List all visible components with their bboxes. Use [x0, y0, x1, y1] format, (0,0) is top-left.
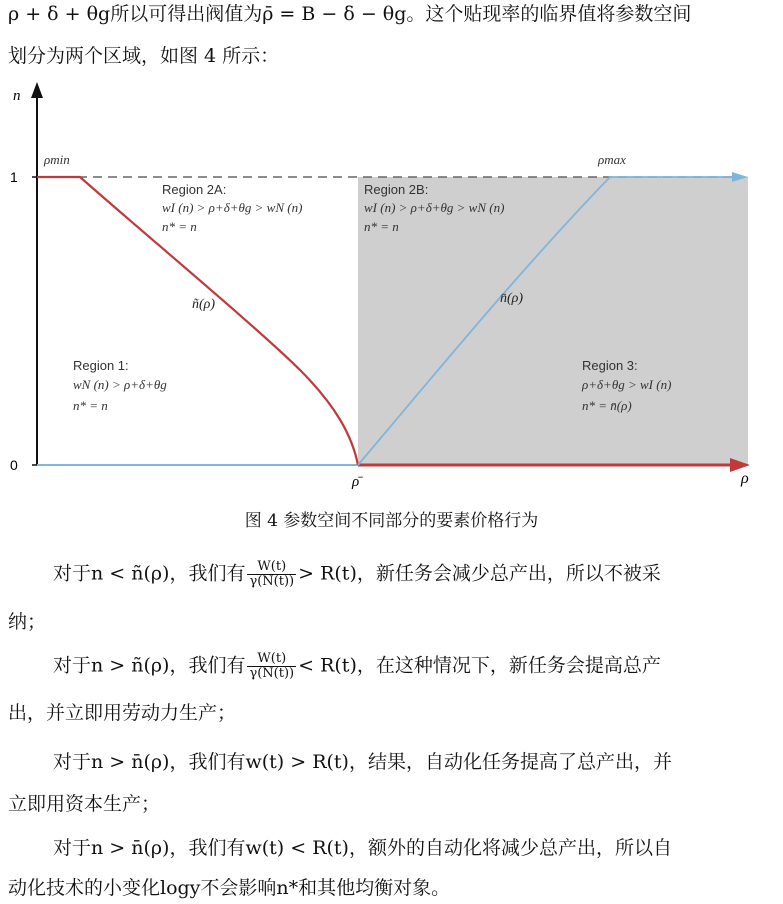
shaded-region	[358, 177, 748, 465]
n-tilde-label: ñ(ρ)	[192, 297, 216, 312]
paragraph-1-fraction	[247, 560, 296, 589]
paragraph-2-continuation: 出，并立即用劳动力生产；	[8, 702, 237, 724]
tick-0-label: 0	[10, 457, 18, 473]
region-3-condition: ρ+δ+θg > wI (n)	[582, 377, 672, 392]
paragraph-2-line	[53, 652, 773, 681]
paragraph-3-continuation: 立即用资本生产；	[8, 793, 161, 815]
intro-line-2: 划分为两个区域，如图 4 所示：	[8, 45, 280, 67]
y-axis-arrowhead	[31, 82, 43, 98]
region-2a-result: n* = n	[162, 219, 197, 234]
fraction-numerator: W(t)	[247, 560, 296, 575]
rho-bar-tick-label: ρ̄	[352, 474, 360, 490]
paragraph-1-prefix: 对于n < ñ(ρ)，我们有	[53, 562, 246, 585]
paragraph-1-line	[53, 560, 773, 589]
tick-1-label: 1	[10, 169, 18, 185]
region-1-result: n* = n	[73, 398, 108, 413]
region-2b-condition: wI (n) > ρ+δ+θg > wN (n)	[364, 200, 505, 215]
paragraph-1-continuation: 纳；	[8, 611, 47, 633]
paragraph-2-fraction	[247, 652, 296, 681]
figure-caption: 图 4 参数空间不同部分的要素价格行为	[244, 511, 539, 531]
paragraph-2-suffix: < R(t)，在这种情况下，新任务会提高总产	[298, 654, 661, 677]
paragraph-1-suffix: > R(t)，新任务会减少总产出，所以不被采	[298, 562, 661, 585]
paragraph-4-line: 对于n > n̄(ρ)，我们有w(t) < R(t)，额外的自动化将减少总产出，所以自	[53, 837, 672, 859]
rho-min-label: ρmin	[44, 152, 70, 167]
intro-line-1: ρ + δ + θg所以可得出阀值为ρ̄ = B − δ − θg。这个贴现率的临界值将参数空间	[8, 3, 692, 25]
region-2a-condition: wI (n) > ρ+δ+θg > wN (n)	[162, 200, 303, 215]
region-2b-title: Region 2B:	[364, 182, 429, 197]
region-3-result: n* = n̄(ρ)	[582, 398, 632, 413]
fraction-denominator: γ(N(t))	[249, 574, 295, 589]
n-tilde-curve	[37, 177, 358, 465]
paragraph-3-line: 对于n > n̄(ρ)，我们有w(t) > R(t)，结果，自动化任务提高了总产出，并	[53, 751, 672, 773]
region-1-condition: wN (n) > ρ+δ+θg	[73, 377, 167, 392]
paragraph-2-prefix: 对于n > ñ(ρ)，我们有	[53, 654, 246, 677]
region-2a-title: Region 2A:	[162, 182, 227, 197]
rho-max-label: ρmax	[598, 152, 626, 167]
figure-4-chart	[0, 80, 783, 500]
x-axis-label: ρ	[741, 470, 749, 487]
y-axis-label: n	[13, 88, 21, 104]
region-3-title: Region 3:	[582, 358, 638, 373]
n-bar-label: n̄(ρ)	[500, 291, 524, 306]
region-1-title: Region 1:	[73, 358, 129, 373]
paragraph-4-continuation: 动化技术的小变化logy不会影响n*和其他均衡对象。	[8, 877, 451, 899]
region-2b-result: n* = n	[364, 219, 399, 234]
fraction-denominator: γ(N(t))	[249, 666, 295, 681]
fraction-numerator: W(t)	[247, 652, 296, 667]
